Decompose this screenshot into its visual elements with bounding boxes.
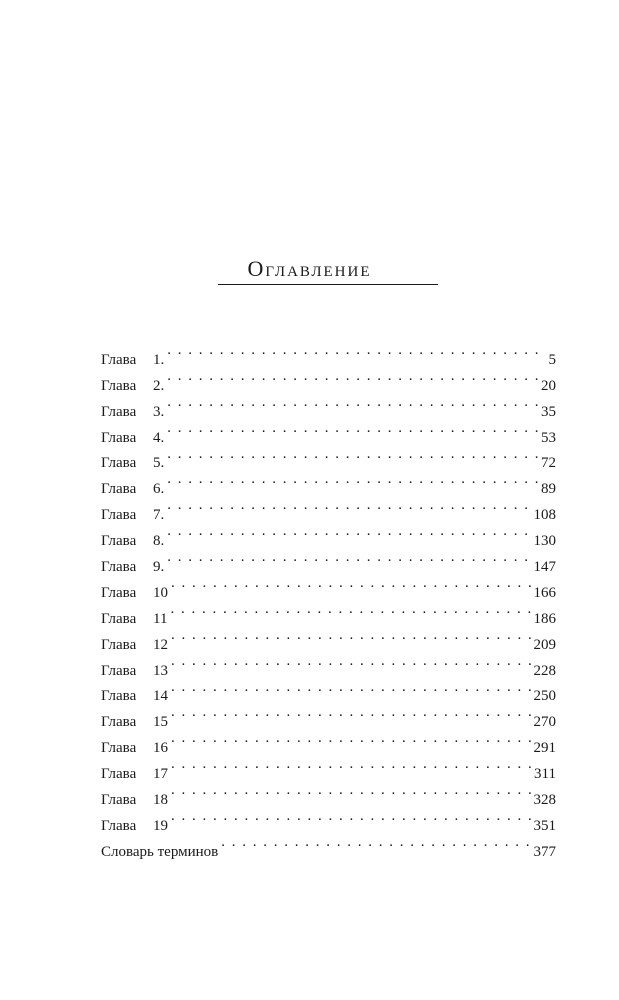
toc-entry-label [101,814,168,840]
toc-entry-page: 377 [533,843,556,860]
toc-entry-chapter-14[interactable] [101,675,556,705]
toc-entry-label [101,710,168,736]
toc-entry-chapter-11[interactable] [101,597,556,627]
toc-entry-page: 5 [548,351,556,368]
toc-entry-word: Глава [101,610,137,627]
toc-entry-page: 186 [533,610,556,627]
toc-entry-number: 9. [153,559,165,576]
toc-entry-label [101,426,164,452]
toc-entry-number: 7. [153,507,165,524]
dot-leader [171,752,531,778]
toc-entry-word: Глава [101,740,137,757]
toc-entry-number: 11 [153,610,168,627]
toc-entry-label [101,736,168,762]
toc-entry-word: Глава [101,481,137,498]
toc-entry-label [101,581,168,607]
toc-entry-number: 6. [153,481,165,498]
toc-entry-word: Глава [101,688,137,705]
toc-entry-label [101,684,168,710]
toc-entry-chapter-18[interactable] [101,778,556,809]
dot-leader [167,442,538,468]
toc-entry-label [101,503,164,529]
toc-entry-word: Глава [101,507,137,524]
dot-leader [167,545,530,571]
toc-entry-glossary[interactable] [101,830,556,860]
toc-entry-chapter-13[interactable] [101,649,556,679]
toc-entry-page: 35 [541,403,556,420]
dot-leader [171,571,531,597]
dot-leader [171,675,531,701]
toc-entry-chapter-6[interactable] [101,467,556,498]
toc-entry-word: Глава [101,403,137,420]
toc-entry-chapter-2[interactable] [101,364,556,394]
toc-entry-number: 5. [153,455,165,472]
toc-entry-chapter-5[interactable] [101,442,556,472]
toc-entry-number: 12 [153,636,168,653]
toc-entry-word: Глава [101,429,137,446]
toc-entry-page: 130 [533,533,556,550]
toc-entry-word: Глава [101,817,137,834]
toc-entry-number: 1. [153,351,165,368]
toc-entry-label [101,400,164,426]
toc-entry-page: 270 [533,714,556,731]
title-underline [218,284,438,285]
toc-entry-label [101,659,168,685]
toc-entry-number: 13 [153,662,168,679]
page-title: Оглавление [247,256,372,281]
toc-entry-word: Глава [101,662,137,679]
toc-entry-page: 250 [533,688,556,705]
toc-entry-label [101,788,168,814]
toc-entry-number: 8. [153,533,165,550]
dot-leader [167,338,541,364]
toc-entry-page: 328 [533,792,556,809]
toc-entry-chapter-12[interactable] [101,623,556,653]
toc-entry-number: 15 [153,714,168,731]
toc-entry-word: Глава [101,714,137,731]
toc-entry-label [101,477,164,503]
dot-leader [167,519,530,545]
dot-leader [167,416,538,442]
toc-entry-word: Глава [101,636,137,653]
toc-entry-label [101,451,164,477]
toc-entry-word: Словарь терминов [101,843,219,860]
dot-leader [171,649,531,675]
toc-entry-chapter-1[interactable] [101,338,556,368]
toc-entry-chapter-10[interactable] [101,571,556,601]
toc-entry-page: 166 [533,584,556,601]
toc-entry-label [101,633,168,659]
toc-entry-number: 10 [153,584,168,601]
toc-entry-page: 20 [541,377,556,394]
dot-leader [171,726,531,752]
dot-leader [167,364,538,390]
toc-entry-number: 18 [153,792,168,809]
dot-leader [171,778,531,804]
dot-leader [167,493,530,519]
toc-entry-word: Глава [101,455,137,472]
toc-entry-page: 228 [533,662,556,679]
toc-entry-chapter-4[interactable] [101,416,556,446]
toc-entry-page: 311 [534,766,556,783]
toc-entry-number: 14 [153,688,168,705]
toc-entry-chapter-9[interactable] [101,545,556,576]
dot-leader [221,830,530,856]
toc-entry-word: Глава [101,584,137,601]
dot-leader [171,804,531,830]
toc-entry-number: 16 [153,740,168,757]
toc-entry-page: 72 [541,455,556,472]
toc-entry-number: 17 [153,766,168,783]
toc-entry-chapter-3[interactable] [101,390,556,420]
toc-entry-number: 19 [153,817,168,834]
toc-entry-chapter-8[interactable] [101,519,556,550]
dot-leader [167,467,538,493]
toc-entry-number: 3. [153,403,165,420]
toc-entry-page: 53 [541,429,556,446]
toc-entry-page: 351 [533,817,556,834]
toc-entry-word: Глава [101,559,137,576]
toc-entry-label [101,762,168,788]
toc-entry-chapter-17[interactable] [101,752,556,783]
dot-leader [167,390,538,416]
toc-entry-page: 108 [533,507,556,524]
table-of-contents [101,338,556,860]
toc-entry-label [101,555,164,581]
toc-entry-word: Глава [101,792,137,809]
toc-entry-label [101,348,164,374]
toc-entry-page: 89 [541,481,556,498]
toc-entry-chapter-15[interactable] [101,700,556,731]
toc-entry-number: 2. [153,377,165,394]
toc-entry-word: Глава [101,377,137,394]
toc-entry-page: 209 [533,636,556,653]
toc-entry-label [101,840,218,866]
toc-entry-word: Глава [101,766,137,783]
toc-entry-label [101,529,164,555]
toc-entry-page: 291 [533,740,556,757]
toc-entry-page: 147 [533,559,556,576]
toc-entry-number: 4. [153,429,165,446]
toc-entry-chapter-19[interactable] [101,804,556,834]
toc-entry-label [101,374,164,400]
dot-leader [171,623,531,649]
dot-leader [170,597,530,623]
toc-entry-word: Глава [101,351,137,368]
toc-entry-label [101,607,167,633]
dot-leader [171,700,531,726]
toc-entry-word: Глава [101,533,137,550]
toc-entry-chapter-7[interactable] [101,493,556,524]
toc-entry-chapter-16[interactable] [101,726,556,757]
